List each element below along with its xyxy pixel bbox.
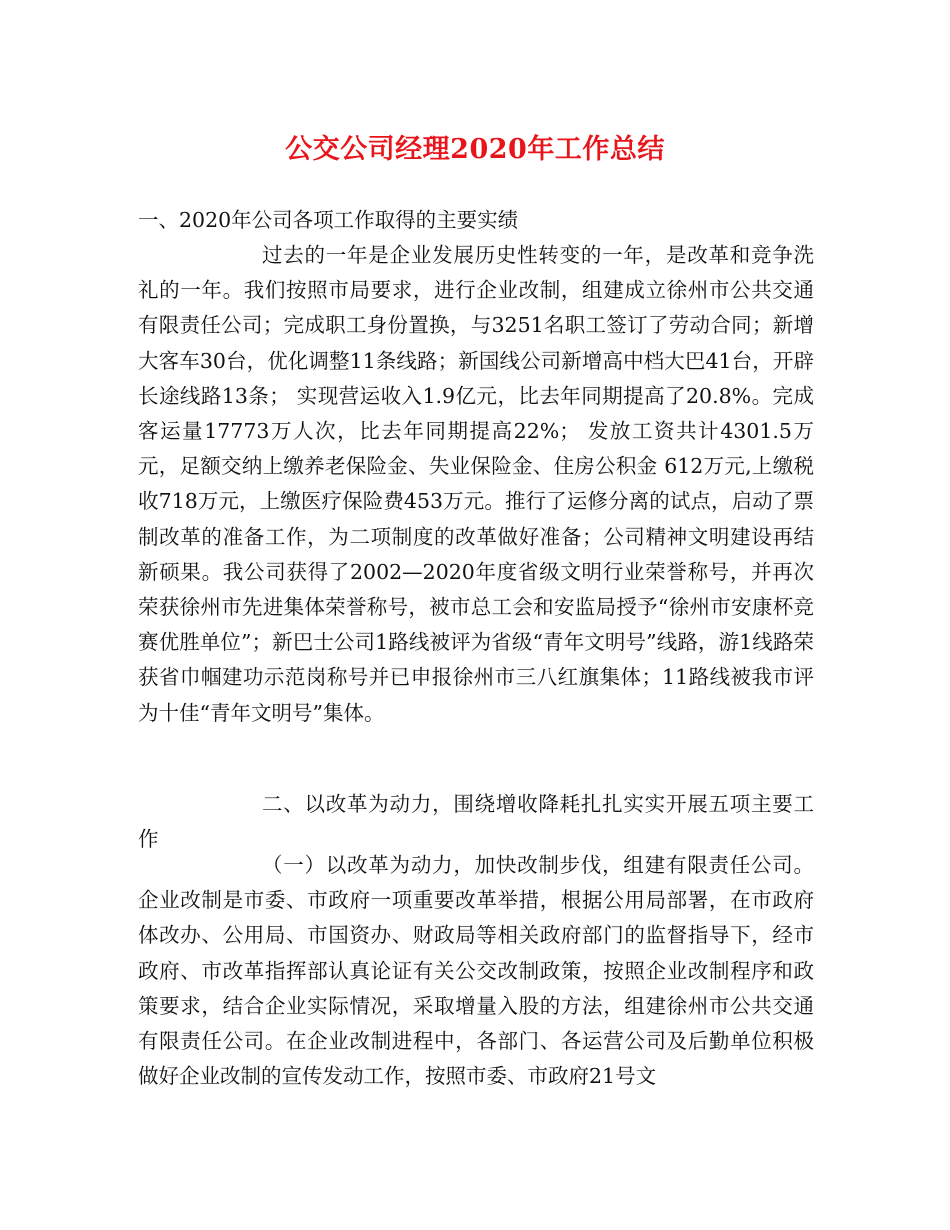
paragraph-1 — [138, 238, 814, 731]
document-title: 公交公司经理2020年工作总结 — [285, 134, 665, 165]
section-2-heading — [138, 787, 814, 857]
paragraph-1-text: 过去的一年是企业发展历史性转变的一年，是改革和竞争洗礼的一年。我们按照市局要求，进行企业改制，组建成立徐州市公共交通有限责任公司；完成职工身份置换，与3251名职工签订了劳动合同；新增大客车30台，优化调整11条线路；新国线公司新增高中档大巴41台，开辟长途线路13条； 实现营运收入1.9亿元，比去年同期提高了20.8%。完成客运量17773万人次，比去年同期提高22%； 发放工资共计4301.5万元，足额交纳上缴养老保险金、失业保险金、住房公积金 612万元,上缴税收718万元，上缴医疗保险费453万元。推行了运修分离的试点，启动了票制改革的准备工作，为二项制度的改革做好准备；公司精神文明建设再结新硕果。我公司获得了2002—2020年度省级文明行业荣誉称号，并再次荣获徐州市先进集体荣誉称号，被市总工会和安监局授予“徐州市安康杯竞赛优胜单位”；新巴士公司1路线被评为省级“青年文明号”线路，游1线路荣获省巾帼建功示范岗称号并已申报徐州市三八红旗集体；11路线被我市评为十佳“青年文明号”集体。 — [138, 243, 814, 725]
paragraph-2 — [138, 848, 814, 1094]
section-2-heading-text: 二、以改革为动力，围绕增收降耗扎扎实实开展五项主要工作 — [138, 792, 814, 852]
section-1-heading-text: 一、2020年公司各项工作取得的主要实绩 — [138, 208, 519, 232]
paragraph-2-text: （一）以改革为动力，加快改制步伐，组建有限责任公司。企业改制是市委、市政府一项重要改革举措，根据公用局部署，在市政府体改办、公用局、市国资办、财政局等相关政府部门的监督指导下，经市政府、市改革指挥部认真论证有关公交改制政策，按照企业改制程序和政策要求，结合企业实际情况，采取增量入股的方法，组建徐州市公共交通有限责任公司。在企业改制进程中，各部门、各运营公司及后勤单位积极做好企业改制的宣传发动工作，按照市委、市政府21号文 — [138, 853, 814, 1089]
section-1-heading — [138, 203, 814, 238]
